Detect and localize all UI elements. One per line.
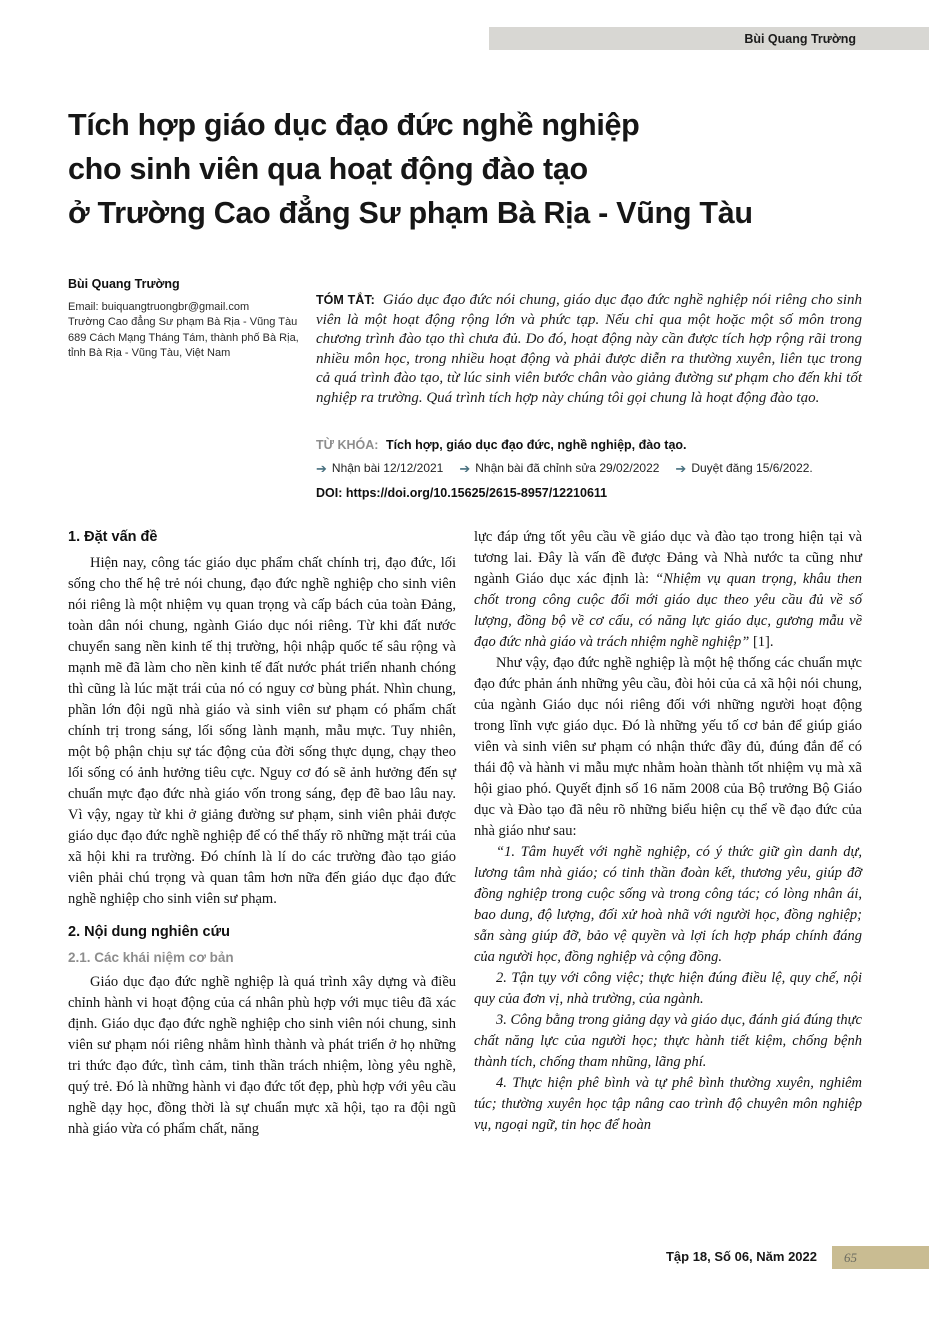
footer-issue-info: Tập 18, Số 06, Năm 2022 — [665, 1249, 817, 1264]
paragraph-text: lực đáp ứng tốt yêu cầu về giáo dục và đào tạo trong hiện tại và tương lai. Đây là vấn đề được Đảng và Nhà nước ta cũng như ngành Giáo dục xác định là: — [474, 529, 862, 587]
footer-page-bar — [832, 1246, 929, 1269]
date-revised — [459, 461, 659, 475]
date-received — [316, 461, 443, 475]
doi-link[interactable]: DOI: https://doi.org/10.15625/2615-8957/12210611 — [316, 486, 608, 500]
title-line: cho sinh viên qua hoạt động đào tạo — [68, 152, 588, 186]
article-history — [316, 461, 813, 475]
title-line: Tích hợp giáo dục đạo đức nghề nghiệp — [68, 108, 640, 142]
date-received-text: Nhận bài 12/12/2021 — [331, 461, 444, 475]
keywords-text: Tích hợp, giáo dục đạo đức, nghề nghiệp, đào tạo. — [385, 438, 687, 452]
author-block — [68, 277, 313, 362]
keywords-line — [316, 438, 862, 452]
column-right — [474, 527, 862, 1140]
quote-paragraph: 3. Công bằng trong giảng dạy và giáo dục, đánh giá đúng thực chất năng lực của người học; thực hành tiết kiệm, chống bệnh thành tích, chống tham nhũng, lãng phí. — [474, 1012, 862, 1070]
arrow-icon: ➔ — [459, 460, 471, 476]
author-affiliation-line: tỉnh Bà Rịa - Vũng Tàu, Việt Nam — [68, 347, 231, 359]
date-accepted-text: Duyệt đăng 15/6/2022. — [691, 461, 813, 475]
date-accepted — [675, 461, 812, 475]
date-revised-text: Nhận bài đã chỉnh sửa 29/02/2022 — [475, 461, 660, 475]
body-paragraph-continued — [474, 527, 862, 653]
article-title — [68, 103, 753, 235]
author-affiliation-line: Trường Cao đẳng Sư phạm Bà Rịa - Vũng Tàu — [68, 316, 298, 328]
body-paragraph: Như vậy, đạo đức nghề nghiệp là một hệ thống các chuẩn mực đạo đức phản ánh những yêu cầu, đòi hỏi của cả xã hội nói chung, của ngành Giáo dục nói riêng đối với những người hoạt động trong lĩnh vực giáo dục. Đó là những yếu tố cơ bản để giúp giáo viên và sinh viên sư phạm có nhận thức đầy đủ, đúng đắn để có thái độ và hành vi mẫu mực nhằm hoàn thành tốt nhiệm vụ mà xã hội giao phó. Quyết định số 16 năm 2008 của Bộ trưởng Bộ Giáo dục và Đào tạo đã nêu rõ những biểu hiện cụ thể về đạo đức của nhà giáo như sau: — [474, 655, 862, 839]
inline-quote: “Nhiệm vụ quan trọng, khâu then chốt trong công cuộc đổi mới giáo dục theo yêu cầu đủ về số lượng, đồng bộ về cơ cấu, có năng lực giáo dục, gương mẫu về đạo đức nhà giáo và trách nhiệm nghề nghiệp” — [474, 571, 863, 650]
author-name: Bùi Quang Trường — [68, 277, 180, 291]
abstract — [316, 291, 862, 408]
page-number: 65 — [844, 1249, 857, 1265]
abstract-text: Giáo dục đạo đức nói chung, giáo dục đạo đức nghề nghiệp nói riêng cho sinh viên là một hoạt động rộng lớn và phức tạp. Nếu chỉ qua một hoặc một số môn trong chương trình đào tạo thì chưa đủ. Do đó, hoạt động này cần được tích hợp rộng rãi trong nhiều môn học, trong nhiều hoạt động và phải được diễn ra thường xuyên, liên tục trong cả quá trình đào tạo, từ lúc sinh viên bước chân vào giảng đường sư phạm cho đến khi tốt nghiệp ra trường. Quá trình tích hợp này chúng tôi gọi chung là hoạt động đào tạo. — [316, 292, 863, 406]
quote-paragraph: 2. Tận tụy với công việc; thực hiện đúng điều lệ, quy chế, nội quy của đơn vị, nhà trường, của ngành. — [474, 970, 862, 1007]
quote-paragraph: 4. Thực hiện phê bình và tự phê bình thường xuyên, nghiêm túc; thường xuyên học tập nâng cao trình độ chuyên môn nghiệp vụ, ngoại ngữ, tin học để hoàn — [474, 1075, 862, 1133]
running-head-author: Bùi Quang Trường — [744, 31, 856, 46]
quote-paragraph: “1. Tâm huyết với nghề nghiệp, có ý thức giữ gìn danh dự, lương tâm nhà giáo; có tinh thần đoàn kết, thương yêu, giúp đỡ đồng nghiệp trong cuộc sống và trong công tác; có lòng nhân ái, bao dung, độ lượng, đối xử hoà nhã với người học, đồng nghiệp; sẵn sàng giúp đỡ, bảo vệ quyền và lợi ích hợp pháp chính đáng của người học, đồng nghiệp và cộng đồng. — [474, 844, 862, 965]
running-head-bar — [489, 27, 929, 50]
subsection-heading-2-1: 2.1. Các khái niệm cơ bản — [68, 950, 234, 965]
article-body — [68, 527, 862, 1140]
body-paragraph: Giáo dục đạo đức nghề nghiệp là quá trình xây dựng và điều chỉnh hành vi hoạt động của cá nhân phù hợp với mục tiêu đã xác định. Giáo dục đạo đức nghề nghiệp cho sinh viên nói chung, sinh viên sư phạm nói riêng nhằm hình thành và phát triển ở họ những tri thức đạo đức, tình cảm, tinh thần trách nhiệm, lòng yêu nghề, quý trẻ. Đó là những hành vi đạo đức tốt đẹp, phù hợp với yêu cầu nghề dạy học, đồng thời là sự chuẩn mực xã hội, tạo ra đội ngũ nhà giáo vừa có phẩm chất, năng — [68, 974, 456, 1137]
title-line: ở Trường Cao đẳng Sư phạm Bà Rịa - Vũng Tàu — [68, 196, 753, 230]
arrow-icon: ➔ — [675, 460, 687, 476]
citation-marker: [1]. — [749, 634, 774, 650]
body-paragraph: Hiện nay, công tác giáo dục phẩm chất chính trị, đạo đức, lối sống cho thế hệ trẻ nói chung, đạo đức nghề nghiệp cho sinh viên nói riêng là một nhiệm vụ quan trọng và cấp bách của toàn Đảng, toàn dân nói chung, ngành Giáo dục nói riêng. Từ khi đất nước chuyển sang nền kinh tế thị trường, hội nhập quốc tế sâu rộng và mạnh mẽ đã làm cho nền kinh tế đất nước phát triển nhanh chóng thì cũng là lúc mặt trái của nó có nguy cơ bùng phát. Nhìn chung, phần lớn đội ngũ nhà giáo và sinh viên sư phạm có phẩm chất chính trị trong sáng, lối sống lành mạnh, mẫu mực. Tuy nhiên, một bộ phận chịu sự tác động của đời sống thực dụng, chạy theo lối sống có ảnh hưởng tiêu cực. Nguy cơ đó sẽ ảnh hưởng đến sự chuẩn mực đạo đức nhà giáo vốn trong sáng, đẹp đẽ bao lâu nay. Vì vậy, ngay từ khi ở giảng đường sư phạm, sinh viên phải được giáo dục đạo đức nghề nghiệp để có thể thấy rõ những mặt trái của xã hội khi ra trường. Đó chính là lí do các trường đào tạo giáo viên phải chú trọng và quan tâm hơn nữa đến giáo dục đạo đức nghề nghiệp cho sinh viên sư phạm. — [68, 555, 456, 907]
arrow-icon: ➔ — [316, 460, 327, 476]
abstract-label: TÓM TẮT: — [316, 293, 375, 307]
author-affiliation-line: 689 Cách Mạng Tháng Tám, thành phố Bà Rịa, — [68, 331, 299, 344]
keywords-label: TỪ KHÓA: — [316, 438, 379, 452]
column-left — [68, 527, 456, 1140]
section-heading-1: 1. Đặt vấn đề — [68, 529, 158, 545]
author-email: Email: buiquangtruongbr@gmail.com — [68, 300, 250, 313]
section-heading-2: 2. Nội dung nghiên cứu — [68, 924, 230, 940]
